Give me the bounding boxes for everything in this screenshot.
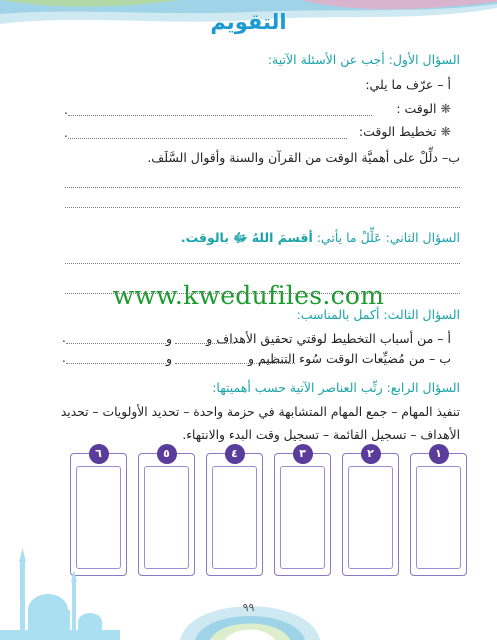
question-1-heading: السؤال الأول: أجب عن الأسئلة الآتية: <box>267 52 460 67</box>
watermark-url: www.kwedufiles.com <box>112 281 385 310</box>
blank-field[interactable] <box>66 363 166 364</box>
question-3-heading: السؤال الثالث: أكمل بالمناسب: <box>296 307 460 322</box>
answer-line[interactable] <box>65 263 460 264</box>
answer-line[interactable] <box>65 207 460 208</box>
period-mark: . <box>64 126 68 140</box>
define-time-planning-item <box>359 124 451 139</box>
question-3-line-a: أ – من أسباب التخطيط لوقتي تحقيق الأهداف و <box>206 331 451 346</box>
question-2-heading: السؤال الثاني: عَلِّلْ ما يأتي: أقسمَ اللهُ ﷻ بالوقت. <box>180 230 460 245</box>
question-4-heading: السؤال الرابع: رتِّب العناصر الآتية حسب أهميتها: <box>212 380 460 395</box>
page-title: التقويم <box>210 10 287 34</box>
page-number: ٩٩ <box>242 601 255 614</box>
slot-number-badge: ١ <box>429 444 449 464</box>
answer-line[interactable] <box>68 138 347 139</box>
define-time-label: الوقت : <box>396 101 437 116</box>
blank-field[interactable] <box>175 363 295 364</box>
slot-number-badge: ٥ <box>157 444 177 464</box>
mosque-silhouette-icon <box>0 530 120 640</box>
order-slot-4[interactable] <box>206 447 263 576</box>
answer-line[interactable] <box>65 293 460 294</box>
question-3-line-b: ب – من مُضيِّعات الوقت سُوء التنظيم و <box>248 351 451 366</box>
question-1-part-a: أ – عرّف ما يلي: <box>365 77 451 92</box>
order-slot-5[interactable] <box>138 447 195 576</box>
order-slot-3[interactable] <box>274 447 331 576</box>
bullet-icon: ❋ <box>440 101 451 116</box>
period-mark: . <box>62 351 66 365</box>
question-4-items-line-1: تنفيذ المهام – جمع المهام المتشابهة في حزمة واحدة – تحديد الأولويات – تحديد <box>60 405 460 419</box>
question-1-part-b: ب– دلِّلْ على أهميَّة الوقت من القرآن والسنة وأقوال السَّلَف. <box>147 150 460 165</box>
blank-field[interactable] <box>66 343 166 344</box>
answer-line[interactable] <box>65 187 460 188</box>
blank-field[interactable] <box>175 343 235 344</box>
slot-number-badge: ٢ <box>361 444 381 464</box>
slot-number-badge: ٣ <box>293 444 313 464</box>
slot-number-badge: ٤ <box>225 444 245 464</box>
slot-number-badge: ٦ <box>89 444 109 464</box>
question-2-text: أقسمَ اللهُ ﷻ بالوقت. <box>180 230 313 245</box>
bottom-arc-decoration <box>180 590 320 640</box>
answer-line[interactable] <box>68 115 372 116</box>
period-mark: . <box>62 331 66 345</box>
order-slot-2[interactable] <box>342 447 399 576</box>
period-mark: . <box>64 103 68 117</box>
define-time-planning-label: تخطيط الوقت: <box>358 124 437 139</box>
and-label: و <box>165 331 172 346</box>
question-4-items-line-2: الأهداف – تسجيل القائمة – تسجيل وقت البدء والانتهاء. <box>182 428 460 442</box>
define-time-item <box>396 101 451 116</box>
order-slot-1[interactable] <box>410 447 467 576</box>
and-label: و <box>165 351 172 366</box>
bullet-icon: ❋ <box>440 124 451 139</box>
